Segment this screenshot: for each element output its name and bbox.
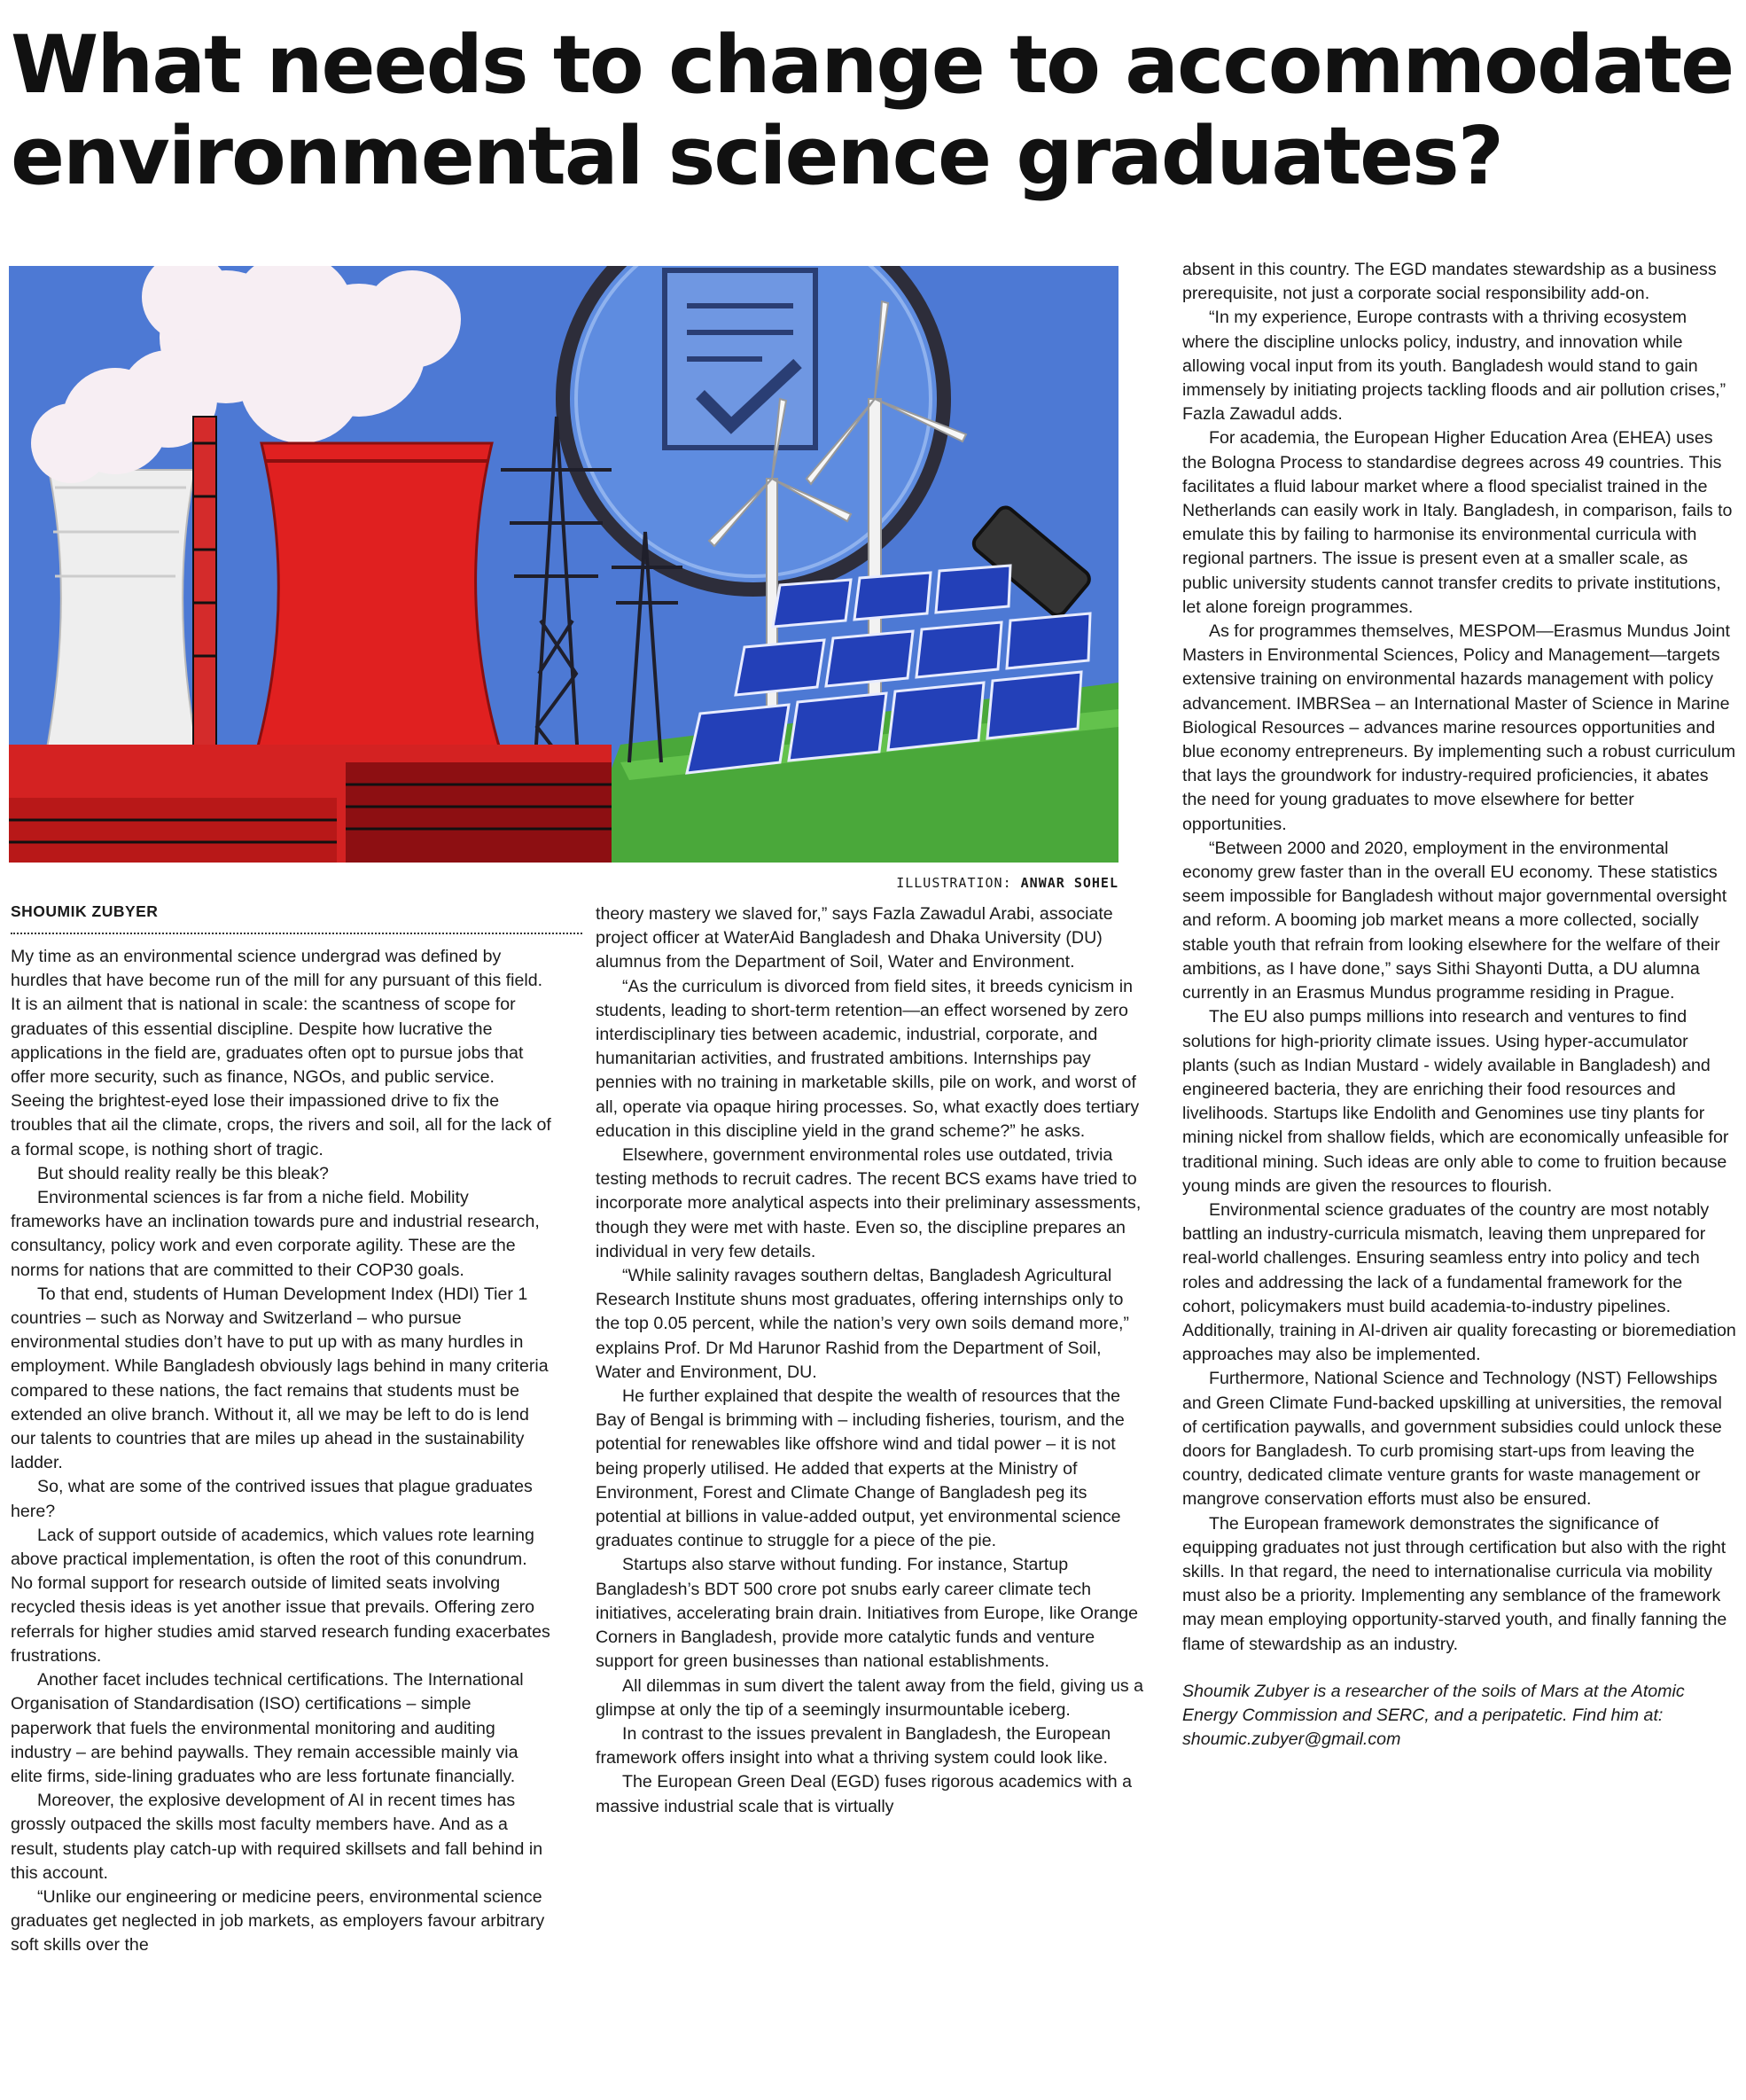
headline: What needs to change to accommodate environmental science graduates? (11, 19, 1734, 203)
paragraph: All dilemmas in sum divert the talent away from the field, giving us a glimpse at only the tip of a seemingly insurmountable iceberg. (596, 1675, 1144, 1720)
paragraph: Furthermore, National Science and Technology (NST) Fellowships and Green Climate Fund-backed upskilling at universities, the removal of certification paywalls, and government subsidies could unlock these doors for Bangladesh. To curb promising start-ups from leaving the country, dedicated climate venture grants for waste management or mangrove conservation efforts must also be ensured. (1182, 1369, 1722, 1510)
paragraph: Environmental sciences is far from a niche field. Mobility frameworks have an inclination towards pure and industrial research, consultancy, policy work and even corporate agility. These are the norms for nations that are committed to their COP30 goals. (11, 1188, 540, 1280)
byline: SHOUMIK ZUBYER (11, 902, 582, 934)
paragraph: Another facet includes technical certifications. The International Organisation of Standardisation (ISO) certifications – simple paperwork that fuels the environmental monitoring and auditing industry – are behind paywalls. They remain accessible mainly via elite firms, side-lining graduates who are less fortunate financially. (11, 1670, 524, 1786)
paragraph: Startups also starve without funding. For instance, Startup Bangladesh’s BDT 500 crore pot snubs early career climate tech initiatives, accelerating brain drain. Initiatives from Europe, like Orange Corners in Bangladesh, provide more catalytic funds and venture support for green businesses than national establishments. (596, 1555, 1139, 1672)
paragraph: “Between 2000 and 2020, employment in the environmental economy grew faster than in the overall EU economy. These statistics seem impossible for Bangladesh without major governmental oversight and reform. A booming job market means a more collected, socially stable youth that refrain from looking elsewhere for the welfare of their ambitions, as I have done,” says Sithi Shayonti Dutta, a DU alumna currently in an Erasmus Mundus programme residing in Prague. (1182, 838, 1727, 1003)
paragraph: He further explained that despite the wealth of resources that the Bay of Bengal is brimming with – including fisheries, tourism, and the potential for renewables like offshore wind and tidal power – it is not being properly utilised. He added that experts at the Ministry of Environment, Forest and Climate Change of Bangladesh peg its potential at billions in value-added output, yet environmental science graduates continue to struggle for a piece of the pie. (596, 1386, 1125, 1551)
paragraph: In contrast to the issues prevalent in Bangladesh, the European framework offers insight into what a thriving system could look like. (596, 1723, 1111, 1768)
smokestack-icon (193, 417, 216, 789)
paragraph: But should reality really be this bleak? (37, 1163, 329, 1183)
paragraph: The European framework demonstrates the significance of equipping graduates not just through certification but also with the right skills. In that regard, the need to internationalise curricula via mobility must also be a priority. Implementing any semblance of the framework may mean employing opportunity-starved youth, and finally fanning the flame of stewardship as an industry. (1182, 1513, 1727, 1654)
paragraph: theory mastery we slaved for,” says Fazla Zawadul Arabi, associate project officer at WaterAid Bangladesh and Dhaka University (DU) alumnus from the Department of Soil, Water and Environment. (596, 904, 1113, 972)
cooling-tower-icon (44, 470, 199, 762)
paragraph: Elsewhere, government environmental roles use outdated, trivia testing methods to recruit cadres. The recent BCS exams have tried to incorporate more analytical aspects into their preliminary assessments, though they were met with haste. Even so, the discipline prepares an individual in very few details. (596, 1145, 1142, 1261)
text-column-1 (11, 945, 551, 1958)
text-column-3 (1182, 258, 1737, 1752)
paragraph: To that end, students of Human Development Index (HDI) Tier 1 countries – such as Norway and Switzerland – who pursue environmental studies don’t have to put up with as many hurdles in employment. While Bangladesh obviously lags behind in many criteria compared to these nations, the fact remains that students must be extended an olive branch. Without it, all we may be left to do is lend our talents to countries that are miles up ahead in the sustainability ladder. (11, 1284, 549, 1473)
paragraph: Moreover, the explosive development of AI in recent times has grossly outpaced the skills most faculty members have. And as a result, students play catch-up with required skillsets and fall behind in this account. (11, 1791, 543, 1883)
paragraph: “In my experience, Europe contrasts with a thriving ecosystem where the discipline unlocks policy, industry, and innovation while allowing vocal input from its youth. Bangladesh would stand to gain immensely by initiating projects tackling floods and air pollution crises,” Fazla Zawadul adds. (1182, 308, 1727, 425)
paragraph: My time as an environmental science undergrad was defined by hurdles that have become run of the mill for any pursuant of this field. It is an ailment that is national in scale: the scantness of scope for graduates of this essential discipline. Despite how lucrative the applications in the field are, graduates often opt to pursue jobs that offer more security, such as finance, NGOs, and public service. Seeing the brightest-eyed lose their impassioned drive to fix the troubles that ail the climate, crops, the rivers and soil, all for the lack of a formal scope, is nothing short of tragic. (11, 947, 551, 1159)
text-column-2 (596, 902, 1145, 1819)
credit-label: ILLUSTRATION: (896, 875, 1012, 891)
paragraph: absent in this country. The EGD mandates stewardship as a business prerequisite, not just a corporate social responsibility add-on. (1182, 260, 1717, 304)
red-cooling-tower-icon (248, 443, 510, 780)
credit-name: ANWAR SOHEL (1020, 875, 1119, 891)
paragraph: For academia, the European Higher Education Area (EHEA) uses the Bologna Process to standardise degrees across 49 countries. This facilitates a fluid labour market where a flood specialist trained in the Netherlands can easily work in Italy. Bangladesh, in comparison, fails to emulate this by failing to harmonise its environmental curricula with regional partners. The issue is present even at a smaller scale, as public university students cannot transfer credits to private institutions, let alone foreign programmes. (1182, 428, 1733, 617)
paragraph: Environmental science graduates of the country are most notably battling an industry-curricula mismatch, leaving them unprepared for real-world challenges. Ensuring seamless entry into policy and tech roles and addressing the lack of a fundamental framework for the cohort, policymakers must build academia-to-industry pipelines. Additionally, training in AI-driven air quality forecasting or bioremediation approaches may also be implemented. (1182, 1199, 1736, 1365)
paragraph: “Unlike our engineering or medicine peers, environmental science graduates get neglected in job markets, as employers favour arbitrary soft skills over the (11, 1886, 545, 1956)
paragraph: So, what are some of the contrived issues that plague graduates here? (11, 1477, 533, 1521)
factory-building-icon (9, 745, 612, 863)
paragraph: “While salinity ravages southern deltas, Bangladesh Agricultural Research Institute shuns most graduates, offering internships only to the top 0.05 percent, while the nation’s very own soils demand more,” explains Prof. Dr Md Harunor Rashid from the Department of Soil, Water and Environment, DU. (596, 1266, 1129, 1382)
article-illustration (9, 266, 1119, 863)
paragraph: As for programmes themselves, MESPOM—Erasmus Mundus Joint Masters in Environmental Sciences, Policy and Management—targets extensive training on environmental hazards management with policy advancement. IMBRSea – an International Master of Science in Marine Biological Resources – advances marine resources opportunities and blue economy entrepreneurs. By implementing such a robust curriculum that lays the groundwork for industry-required proficiencies, it abates the need for young graduates to move elsewhere for better opportunities. (1182, 621, 1736, 834)
paragraph: The EU also pumps millions into research and ventures to find solutions for high-priority climate issues. Using hyper-accumulator plants (such as Indian Mustard - widely available in Bangladesh) and engineered bacteria, they are enriching their food resources and livelihoods. Startups like Endolith and Genomines use tiny plants for mining nickel from shallow fields, which are economically unfeasible for traditional mining. Such ideas are only able to come to fruition because young minds are given the resources to flourish. (1182, 1007, 1729, 1196)
paragraph: “As the curriculum is divorced from field sites, it breeds cynicism in students, leading to short-term retention—an effect worsened by zero interdisciplinary ties between academic, industrial, corporate, and humanitarian activities, and frustrated ambitions. Internships pay pennies with no training in marketable skills, pile on work, and worst of all, operate via opaque hiring processes. So, what exactly does tertiary education in this discipline yield in the grand scheme?” he asks. (596, 976, 1140, 1141)
paragraph: The European Green Deal (EGD) fuses rigorous academics with a massive industrial scale that is virtually (596, 1772, 1133, 1816)
illustration-credit (0, 875, 1119, 891)
author-bio: Shoumik Zubyer is a researcher of the soils of Mars at the Atomic Energy Commission and SERC, and a peripatetic. Find him at: shoumic.zubyer@gmail.com (1182, 1681, 1685, 1750)
paragraph: Lack of support outside of academics, which values rote learning above practical implementation, is often the root of this conundrum. No formal support for research outside of limited seats involving recycled thesis ideas is yet another issue that prevails. Offering zero referrals for higher studies amid starved research funding exacerbates frustrations. (11, 1525, 550, 1666)
